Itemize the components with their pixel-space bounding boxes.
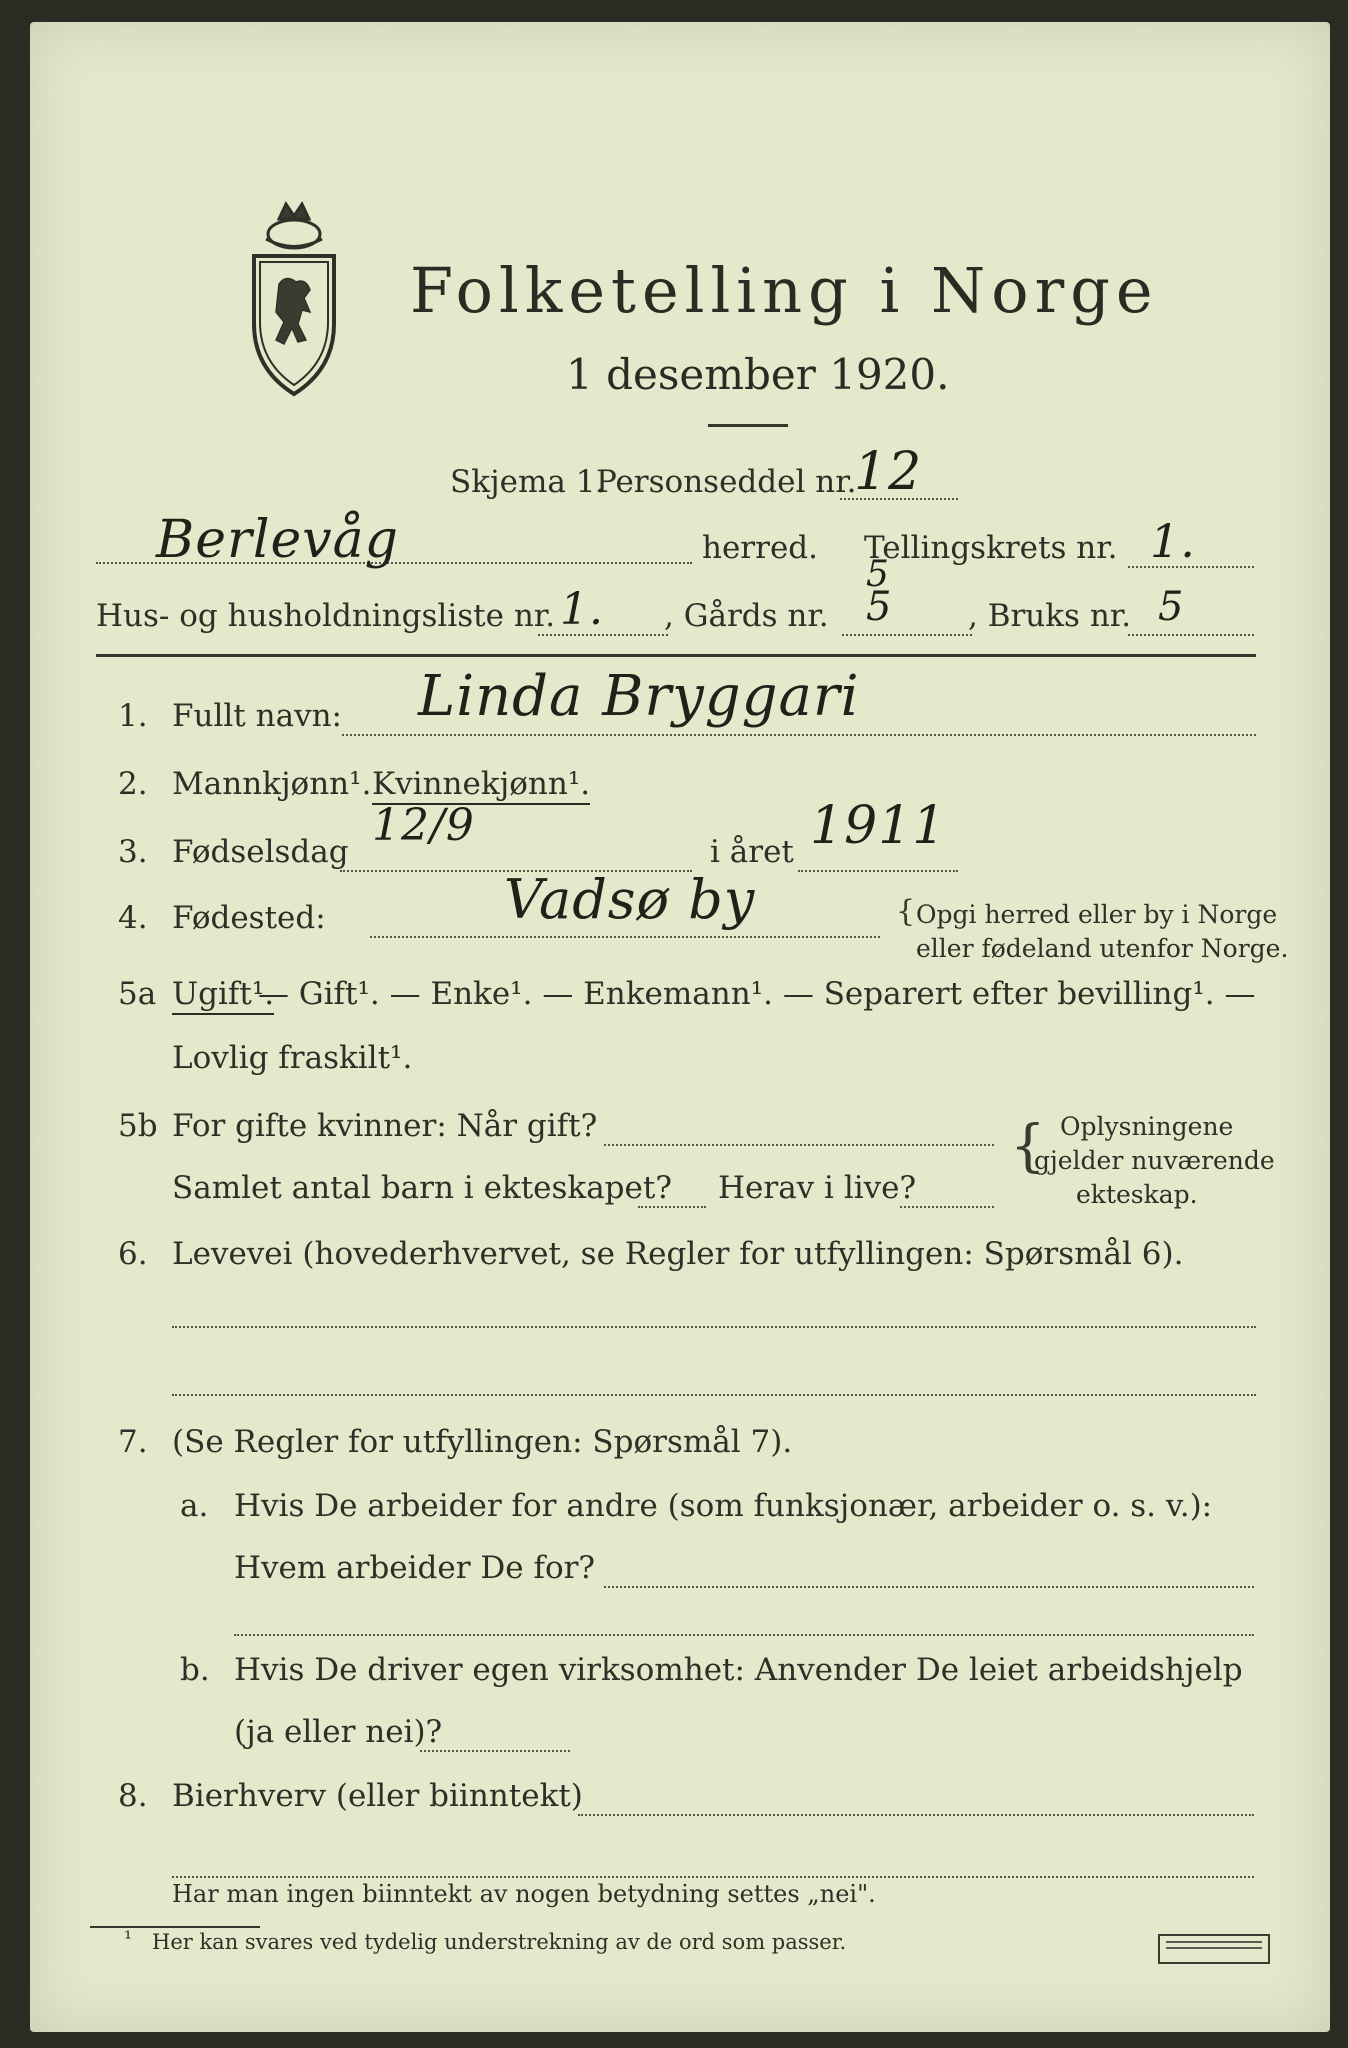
q6-line-1 bbox=[172, 1326, 1256, 1328]
skjema-label: Skjema 1. bbox=[450, 464, 606, 500]
q6-number: 6. bbox=[118, 1236, 148, 1272]
q5a-options[interactable]: — Gift¹. — Enke¹. — Enkemann¹. — Separert efter bevilling¹. — bbox=[258, 976, 1256, 1012]
q8-label: Bierhverv (eller biinntekt) bbox=[172, 1778, 583, 1814]
q3-year-label: i året bbox=[710, 834, 794, 870]
q3-year-line bbox=[798, 870, 958, 872]
q7a-question: Hvem arbeider De for? bbox=[234, 1550, 596, 1586]
q5a-number: 5a bbox=[118, 976, 157, 1012]
footnote-text: Her kan svares ved tydelig understrekning av de ord som passer. bbox=[152, 1930, 847, 1954]
q8-number: 8. bbox=[118, 1778, 148, 1814]
q7-label: (Se Regler for utfyllingen: Spørsmål 7). bbox=[172, 1424, 793, 1460]
form-title: Folketelling i Norge bbox=[410, 254, 1159, 327]
footnote-mark: ¹ bbox=[124, 1926, 133, 1950]
q5b-note-2: gjelder nuværende bbox=[1034, 1146, 1275, 1175]
q4-brace: { bbox=[896, 894, 916, 929]
q7b-letter: b. bbox=[180, 1652, 210, 1688]
q8-line bbox=[578, 1814, 1254, 1816]
herred-label: herred. bbox=[702, 530, 818, 566]
husholdning-value[interactable]: 1. bbox=[560, 584, 604, 635]
q7b-text: Hvis De driver egen virksomhet: Anvender De leiet arbeidshjelp bbox=[234, 1652, 1243, 1688]
gards-line bbox=[842, 634, 972, 636]
q4-number: 4. bbox=[118, 900, 148, 936]
q2-male-option[interactable]: Mannkjønn¹. bbox=[172, 766, 372, 802]
q7-number: 7. bbox=[118, 1424, 148, 1460]
q5b-note-3: ekteskap. bbox=[1076, 1180, 1198, 1209]
q5a-line2[interactable]: Lovlig fraskilt¹. bbox=[172, 1040, 413, 1076]
q6-line-2 bbox=[172, 1394, 1256, 1396]
q7a-line-2 bbox=[234, 1634, 1254, 1636]
q7b-question: (ja eller nei)? bbox=[234, 1714, 443, 1750]
q7a-text: Hvis De arbeider for andre (som funksjonær, arbeider o. s. v.): bbox=[234, 1488, 1213, 1524]
census-form-sheet bbox=[30, 22, 1330, 2032]
q7b-line bbox=[420, 1750, 570, 1752]
q8-line-2 bbox=[172, 1876, 1254, 1878]
tellingskrets-value-2[interactable]: 5 bbox=[866, 554, 890, 595]
q3-label: Fødselsdag bbox=[172, 834, 349, 870]
personseddel-value[interactable]: 12 bbox=[854, 442, 923, 502]
biinntekt-note: Har man ingen biinntekt av nogen betydning settes „nei". bbox=[172, 1880, 876, 1908]
q4-label: Fødested: bbox=[172, 900, 326, 936]
q5b-married-line bbox=[604, 1144, 994, 1146]
q2-female-option[interactable]: Kvinnekjønn¹. bbox=[372, 766, 590, 805]
q5b-children-label: Samlet antal barn i ekteskapet? bbox=[172, 1170, 672, 1206]
q5b-alive-line bbox=[900, 1206, 994, 1208]
q4-line bbox=[370, 936, 880, 938]
q5b-brace: { bbox=[1010, 1114, 1046, 1179]
header-divider bbox=[96, 654, 1256, 657]
q1-number: 1. bbox=[118, 698, 148, 734]
q5b-alive-label: Herav i live? bbox=[718, 1170, 917, 1206]
q3-number: 3. bbox=[118, 834, 148, 870]
q4-note-2: eller fødeland utenfor Norge. bbox=[916, 934, 1289, 963]
q5b-children-line bbox=[638, 1206, 706, 1208]
personseddel-label: Personseddel nr. bbox=[596, 464, 857, 500]
title-rule bbox=[708, 424, 788, 427]
q5a-ugift-option[interactable]: Ugift¹. bbox=[172, 976, 274, 1015]
q4-note-1: Opgi herred eller by i Norge bbox=[916, 900, 1278, 929]
q7a-line bbox=[604, 1586, 1254, 1588]
bruks-line bbox=[1128, 634, 1254, 636]
gards-label: , Gårds nr. bbox=[664, 598, 829, 634]
q2-number: 2. bbox=[118, 766, 148, 802]
tellingskrets-label: Tellingskrets nr. bbox=[864, 530, 1118, 566]
full-name-value[interactable]: Linda Bryggari bbox=[418, 664, 860, 729]
q5b-number: 5b bbox=[118, 1108, 158, 1144]
census-date: 1 desember 1920. bbox=[566, 350, 950, 399]
q5b-note-1: Oplysningene bbox=[1060, 1112, 1234, 1141]
coat-of-arms-icon bbox=[244, 194, 344, 404]
birthplace-value[interactable]: Vadsø by bbox=[504, 868, 756, 931]
footnote-rule bbox=[90, 1926, 260, 1928]
birth-year-value[interactable]: 1911 bbox=[810, 796, 947, 856]
birthday-value[interactable]: 12/9 bbox=[372, 800, 475, 851]
q6-label: Levevei (hovederhvervet, se Regler for utfyllingen: Spørsmål 6). bbox=[172, 1236, 1184, 1272]
q7a-letter: a. bbox=[180, 1488, 209, 1524]
q1-line bbox=[342, 734, 1256, 736]
gards-value[interactable]: 5 bbox=[866, 584, 893, 630]
q5b-married-label: For gifte kvinner: Når gift? bbox=[172, 1108, 598, 1144]
printer-stamp-icon bbox=[1158, 1934, 1270, 1964]
bruks-value[interactable]: 5 bbox=[1158, 584, 1185, 630]
q1-label: Fullt navn: bbox=[172, 698, 342, 734]
tellingskrets-value[interactable]: 1. bbox=[1150, 514, 1196, 568]
husholdning-label: Hus- og husholdningsliste nr. bbox=[96, 598, 556, 634]
herred-value[interactable]: Berlevåg bbox=[156, 510, 399, 570]
bruks-label: , Bruks nr. bbox=[968, 598, 1132, 634]
